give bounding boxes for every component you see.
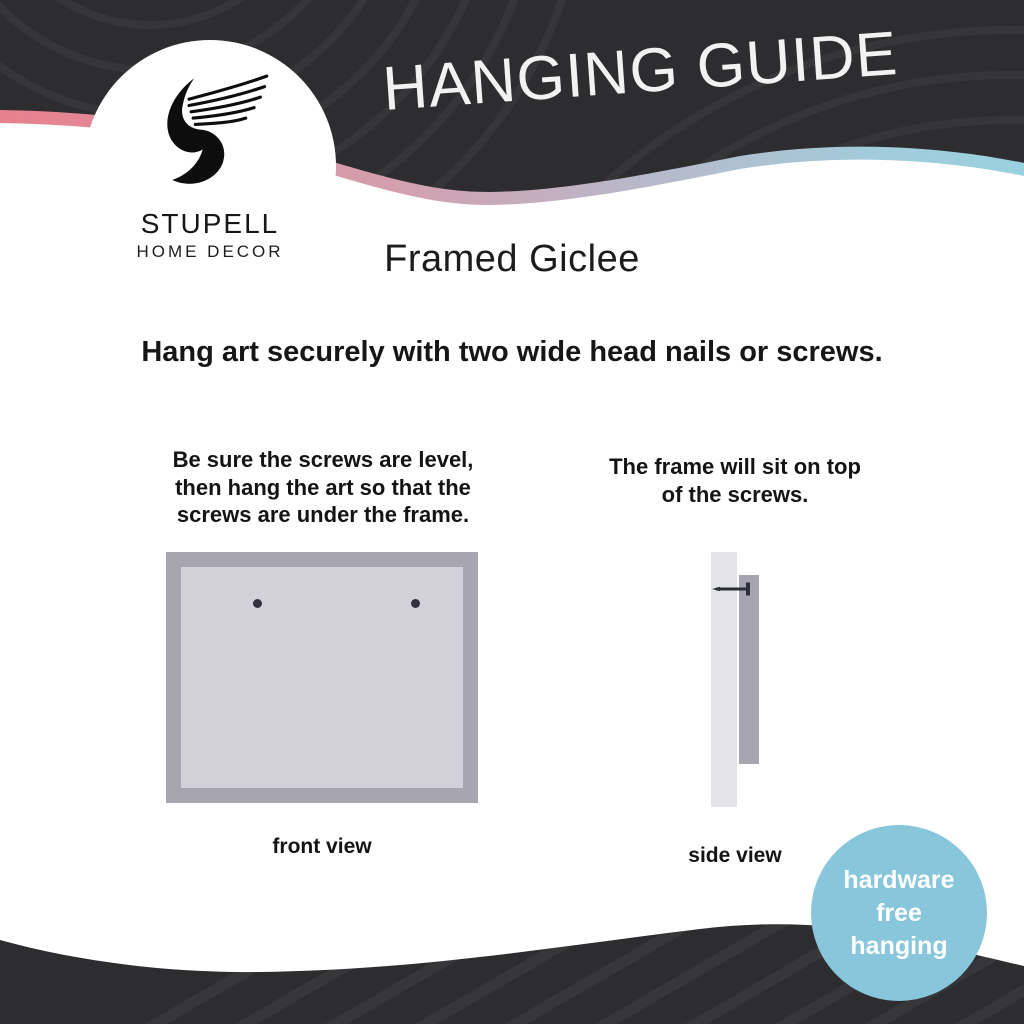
side-instruction-line-1: The frame will sit on top — [609, 454, 861, 479]
side-view-caption: side view — [688, 844, 782, 867]
front-view-caption: front view — [272, 835, 372, 858]
screw-dot-right — [411, 599, 420, 608]
side-view-instruction — [555, 453, 915, 508]
front-instruction-line-1: Be sure the screws are level, — [172, 447, 474, 472]
side-frame-bar — [739, 575, 759, 764]
side-instruction-line-2: of the screws. — [661, 481, 809, 507]
screw-dot-left — [253, 599, 262, 608]
stupell-logo-icon — [147, 74, 273, 200]
front-view-figure — [166, 552, 478, 803]
product-type-title: Framed Giclee — [384, 238, 640, 280]
front-instruction-line-3: screws are under the frame. — [176, 502, 470, 527]
badge-line-3: hanging — [850, 931, 948, 960]
intro-text: Hang art securely with two wide head nails or screws. — [141, 336, 883, 368]
badge-line-2: free — [876, 898, 922, 927]
front-instruction-line-2: then hang the art so that the — [175, 474, 471, 500]
hardware-free-badge — [811, 825, 987, 1001]
front-view-instruction — [123, 446, 523, 529]
hanging-guide-title: HANGING GUIDE — [380, 19, 901, 124]
nail-icon — [712, 581, 754, 597]
brand-tagline: HOME DECOR — [136, 242, 284, 261]
badge-line-1: hardware — [843, 865, 955, 894]
brand-name: STUPELL — [140, 208, 280, 239]
artwork-area — [181, 567, 463, 788]
